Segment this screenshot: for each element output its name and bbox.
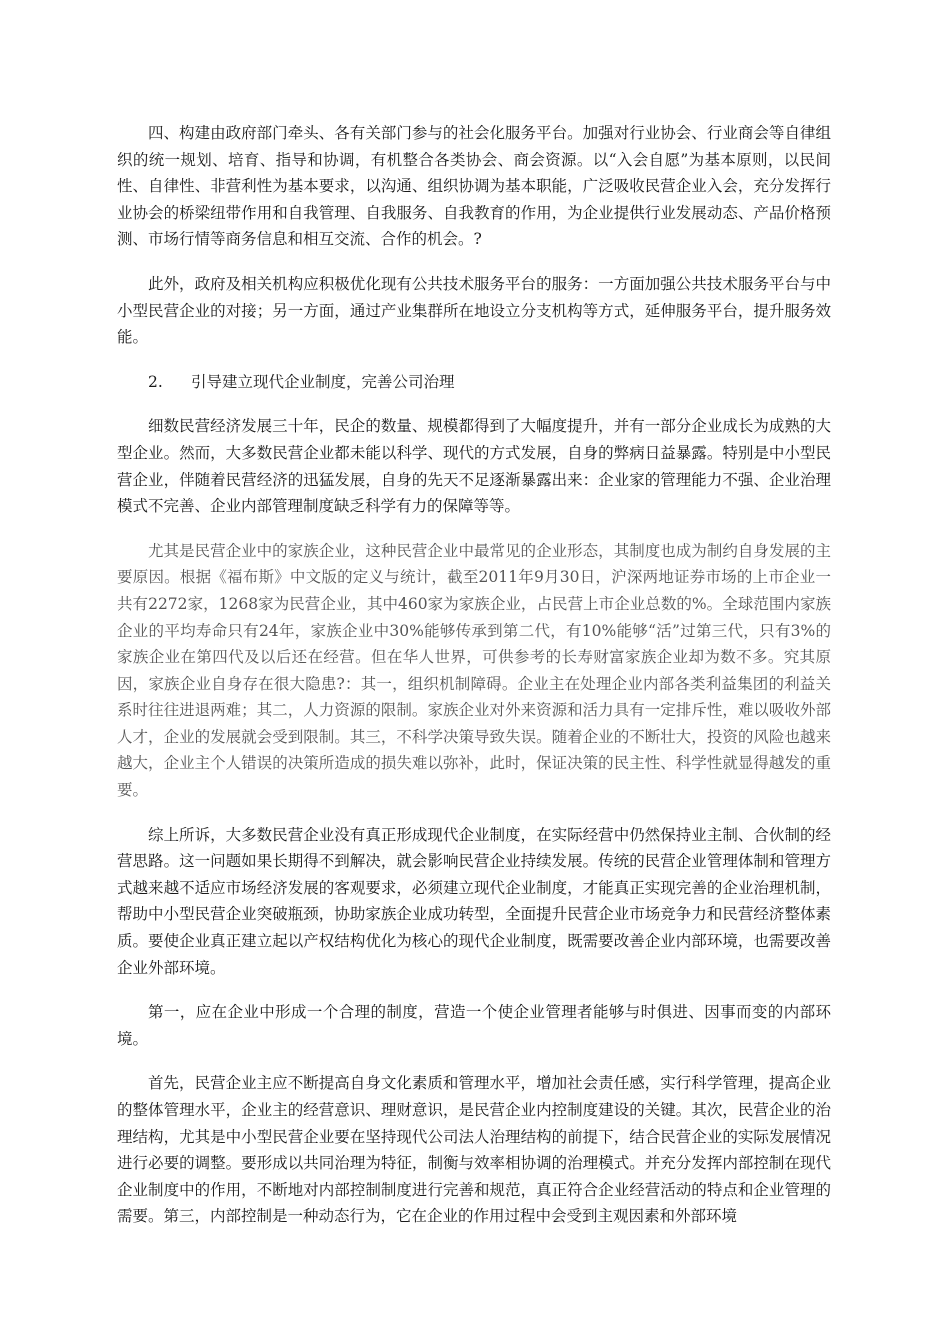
section-number: 2. [148, 372, 163, 391]
paragraph-internal-control: 首先，民营企业主应不断提高自身文化素质和管理水平，增加社会责任感，实行科学管理，提高企业的整体管理水平，企业主的经营意识、理财意识，是民营企业内控制度建设的关键。其次，民营企业的治理结构，尤其是中小型民营企业要在坚持现代公司法人治理结构的前提下，结合民营企业的实际发展情况进行必要的调整。要形成以共同治理为特征，制衡与效率相协调的治理模式。并充分发挥内部控制在现代企业制度中的作用，不断地对内部控制制度进行完善和规范，真正符合企业经营活动的特点和企业管理的需要。第三，内部控制是一种动态行为，它在企业的作用过程中会受到主观因素和外部环境 [117, 1074, 831, 1226]
document-page [117, 120, 831, 1248]
paragraph-service-platform: 四、构建由政府部门牵头、各有关部门参与的社会化服务平台。加强对行业协会、行业商会等自律组织的统一规划、培育、指导和协调，有机整合各类协会、商会资源。以“入会自愿”为基本原则，以民间性、自律性、非营利性为基本要求，以沟通、组织协调为基本职能，广泛吸收民营企业入会，充分发挥行业协会的桥梁纽带作用和自我管理、自我服务、自我教育的作用，为企业提供行业发展动态、产品价格预测、市场行情等商务信息和相互交流、合作的机会。? [117, 124, 831, 249]
section-title: 引导建立现代企业制度，完善公司治理 [191, 372, 455, 391]
paragraph-family-business: 尤其是民营企业中的家族企业，这种民营企业中最常见的企业形态，其制度也成为制约自身发展的主要原因。根据《福布斯》中文版的定义与统计，截至2011年9月30日，沪深两地证券市场的上市企业一共有2272家，1268家为民营企业，其中460家为家族企业，占民营上市企业总数的%。全球范围内家族企业的平均寿命只有24年，家族企业中30%能够传承到第二代，有10%能够“活”过第三代，只有3%的家族企业在第四代及以后还在经营。但在华人世界，可供参考的长寿财富家族企业却为数不多。究其原因，家族企业自身存在很大隐患?：其一，组织机制障碍。企业主在处理企业内部各类利益集团的利益关系时往往进退两难；其二，人力资源的限制。家族企业对外来资源和活力具有一定排斥性，难以吸收外部人才，企业的发展就会受到限制。其三，不科学决策导致失误。随着企业的不断壮大，投资的风险也越来越大，企业主个人错误的决策所造成的损失难以弥补，此时，保证决策的民主性、科学性就显得越发的重要。 [117, 541, 831, 800]
paragraph-first-point: 第一，应在企业中形成一个合理的制度，营造一个使企业管理者能够与时俱进、因事而变的内部环境。 [117, 1003, 831, 1048]
paragraph-summary: 综上所诉，大多数民营企业没有真正形成现代企业制度，在实际经营中仍然保持业主制、合伙制的经营思路。这一问题如果长期得不到解决，就会影响民营企业持续发展。传统的民营企业管理体制和管理方式越来越不适应市场经济发展的客观要求，必须建立现代企业制度，才能真正实现完善的企业治理机制，帮助中小型民营企业突破瓶颈，协助家族企业成功转型，全面提升民营企业市场竞争力和民营经济整体素质。要使企业真正建立起以产权结构优化为核心的现代企业制度，既需要改善企业内部环境，也需要改善企业外部环境。 [117, 825, 831, 977]
paragraph-private-economy-30-years: 细数民营经济发展三十年，民企的数量、规模都得到了大幅度提升，并有一部分企业成长为成熟的大型企业。然而，大多数民营企业都未能以科学、现代的方式发展，自身的弊病日益暴露。特别是中小型民营企业，伴随着民营经济的迅猛发展，自身的先天不足逐渐暴露出来：企业家的管理能力不强、企业治理模式不完善、企业内部管理制度缺乏科学有力的保障等等。 [117, 417, 831, 516]
section-heading [117, 369, 831, 396]
paragraph-public-tech-platform: 此外，政府及相关机构应积极优化现有公共技术服务平台的服务：一方面加强公共技术服务平台与中小型民营企业的对接；另一方面，通过产业集群所在地设立分支机构等方式，延伸服务平台，提升服务效能。 [117, 274, 831, 347]
